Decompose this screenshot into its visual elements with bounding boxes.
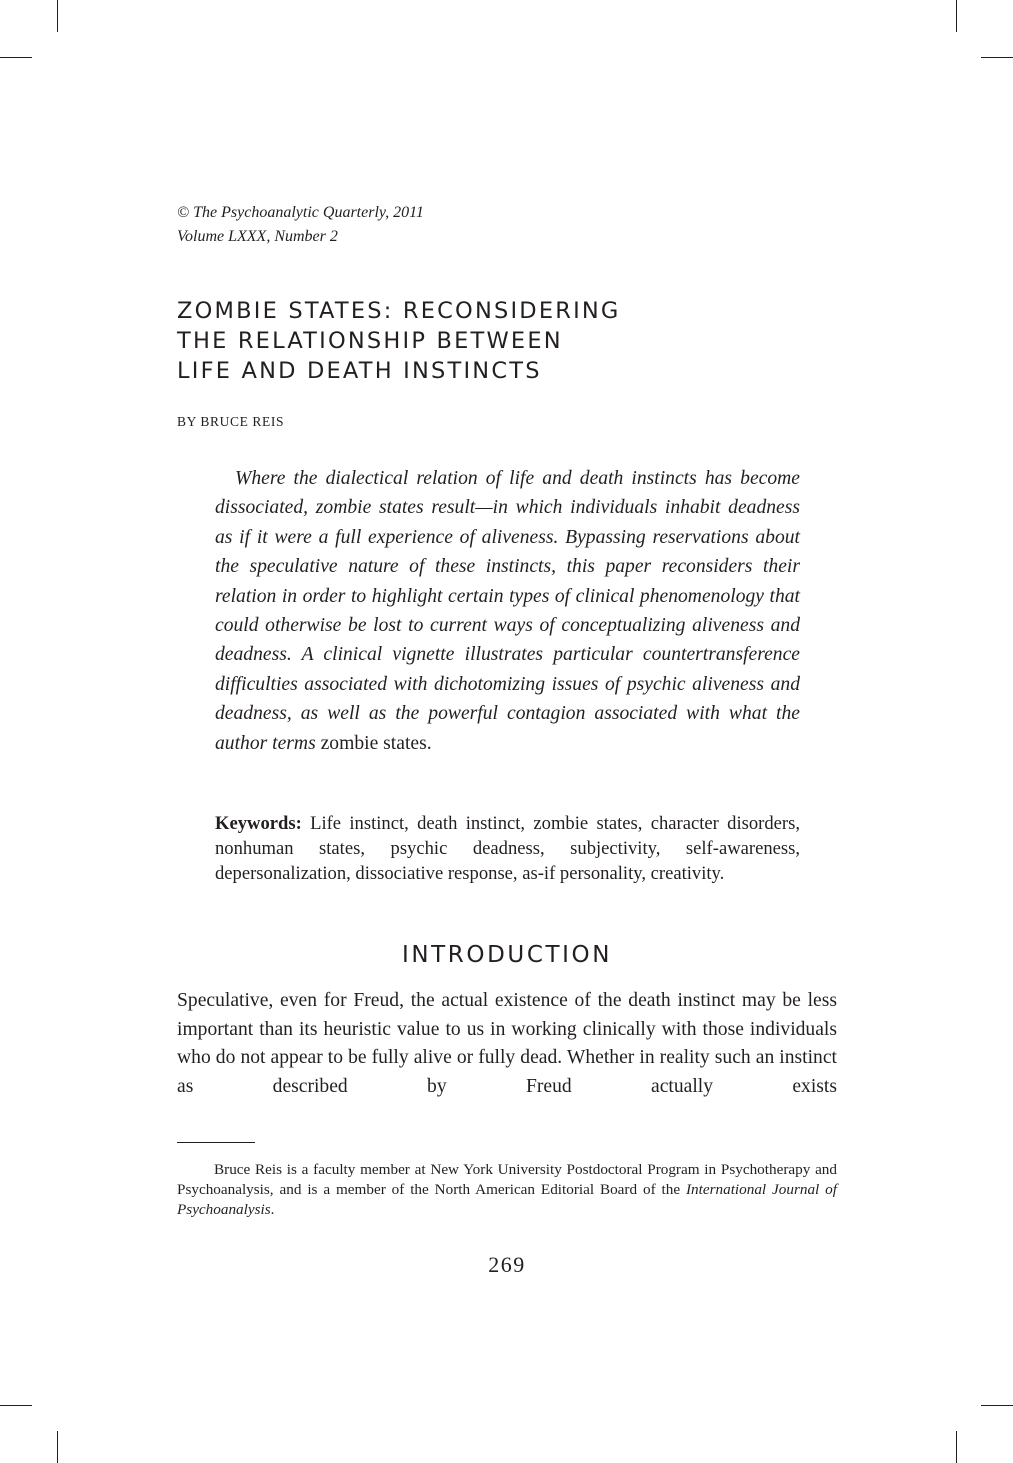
abstract (215, 464, 800, 758)
journal-copyright-line: © The Psychoanalytic Quarterly, 2011 (177, 204, 424, 221)
crop-mark-top-left-vertical (57, 0, 58, 32)
keywords (215, 811, 800, 886)
footnote-end: . (270, 1201, 275, 1218)
journal-volume-line: Volume LXXX, Number 2 (177, 228, 338, 245)
article-title-line: LIFE AND DEATH INSTINCTS (177, 358, 542, 384)
crop-mark-top-right-vertical (956, 0, 957, 32)
article-title-line: ZOMBIE STATES: RECONSIDERING (177, 298, 621, 324)
author-footnote (177, 1160, 837, 1220)
article-title-line: THE RELATIONSHIP BETWEEN (177, 328, 563, 354)
introduction-paragraph: Speculative, even for Freud, the actual existence of the death instinct may be less important than its heuristic value to us in working clinically with those individuals who do not appear to be fully alive or fully dead. Whether in reality such an instinct as described by Freud actually exists (177, 990, 837, 1097)
article-title (177, 296, 621, 386)
crop-mark-bottom-left-horizontal (0, 1405, 32, 1406)
section-heading-introduction: INTRODUCTION (401, 942, 613, 968)
keywords-text: Life instinct, death instinct, zombie states, character disorders, nonhuman states, psychic deadness, subjectivity, self-awareness, depersonalization, dissociative response, as-if personality, creativity. (215, 813, 800, 884)
footnote-journal-name: International Journal of Psychoanalysis (177, 1181, 837, 1218)
author-byline: BY BRUCE REIS (177, 414, 285, 429)
keywords-label: Keywords: (215, 813, 302, 834)
crop-mark-bottom-right-horizontal (981, 1405, 1013, 1406)
crop-mark-top-right-horizontal (981, 57, 1013, 58)
crop-mark-bottom-left-vertical (57, 1431, 58, 1463)
footnote-rule (177, 1142, 255, 1143)
crop-mark-top-left-horizontal (0, 57, 32, 58)
abstract-text: Where the dialectical relation of life and death instincts has become dissociated, zombie states result—in which individuals inhabit deadness as if it were a full experience of aliveness. Bypassing reservations about the speculative nature of these instincts, this paper reconsiders their relation in order to highlight certain types of clinical phenomenology that could otherwise be lost to current ways of conceptualizing aliveness and deadness. A clinical vignette illustrates particular countertransference difficulties associated with dichotomizing issues of psychic aliveness and deadness, as well as the powerful contagion associated with what the author terms (215, 468, 800, 754)
page-number: 269 (488, 1252, 526, 1277)
crop-mark-bottom-right-vertical (956, 1431, 957, 1463)
abstract-emphasized-term: zombie states. (320, 732, 432, 754)
footnote-text: Bruce Reis is a faculty member at New York University Postdoctoral Program in Psychotherapy and Psychoanalysis, and is a member of the North American Editorial Board of the (177, 1161, 837, 1198)
